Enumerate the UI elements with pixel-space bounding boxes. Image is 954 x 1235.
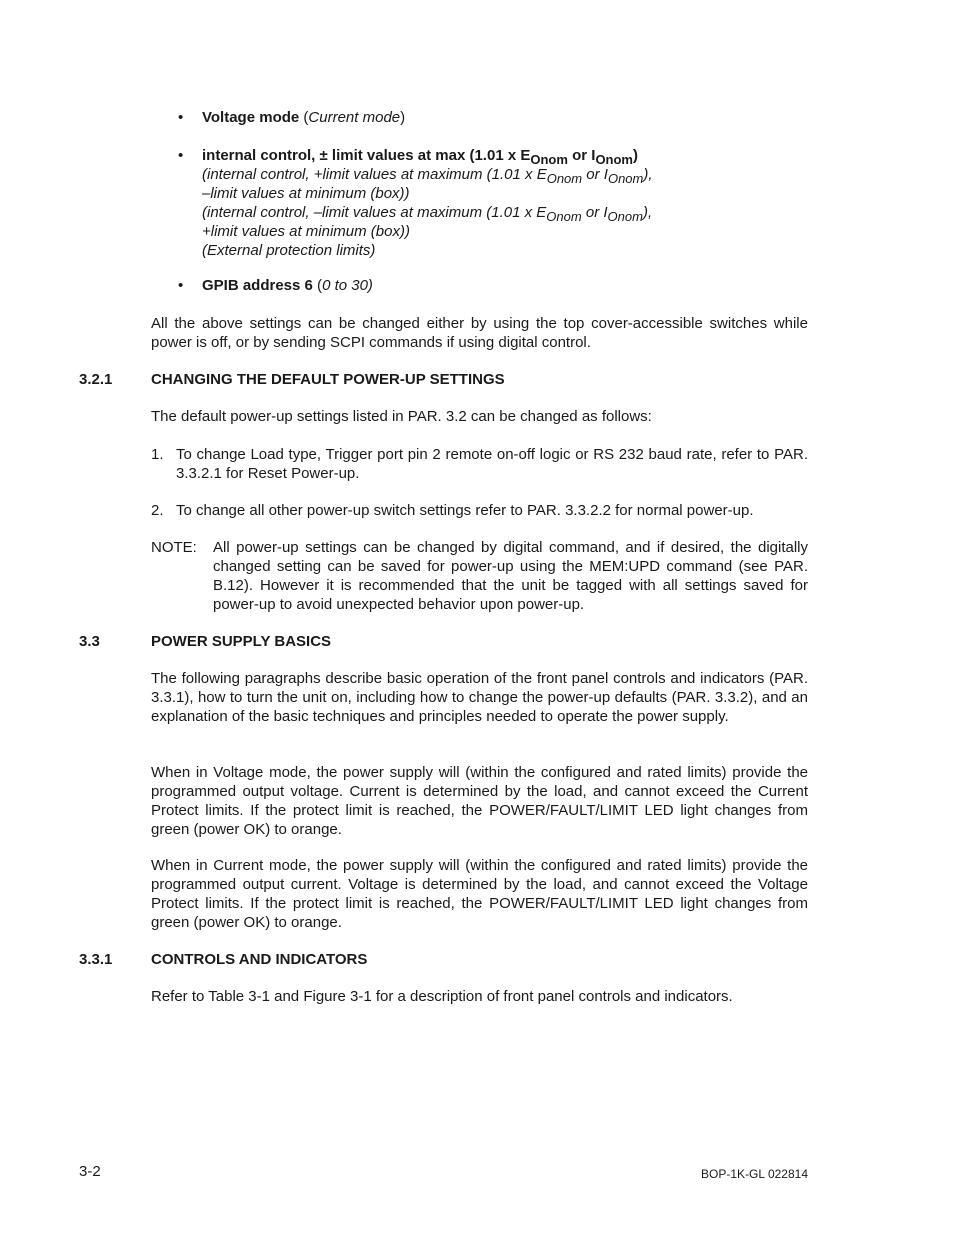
paragraph-basics-intro: The following paragraphs describe basic operation of the front panel controls and indicators (PAR. 3.3.1), how to turn the unit on, including how to change the power-up defaults (PAR. 3.3.2), and an explanation of the basic techniques and principles needed to operate the power supply.: [151, 670, 808, 725]
bullet-icon: •: [178, 277, 184, 294]
bullet-icon: •: [178, 147, 184, 164]
paragraph-controls: Refer to Table 3-1 and Figure 3-1 for a description of front panel controls and indicators.: [151, 988, 733, 1005]
paragraph-settings: All the above settings can be changed either by using the top cover-accessible switches while power is off, or by sending SCPI commands if using digital control.: [151, 315, 808, 351]
bullet-icon: •: [178, 109, 184, 126]
section-title: POWER SUPPLY BASICS: [151, 633, 332, 650]
bullet-alt-line: –limit values at minimum (box)): [202, 185, 410, 202]
paragraph-default-powerup: The default power-up settings listed in PAR. 3.2 can be changed as follows:: [151, 408, 652, 425]
section-title: CHANGING THE DEFAULT POWER-UP SETTINGS: [151, 371, 505, 388]
bullet-heading: internal control, ± limit values at max (1.01 x $E_{Onom}$ or $I_{Onom}$): [202, 147, 638, 167]
note-text: All power-up settings can be changed by digital command, and if desired, the digitally changed setting can be saved for power-up using the MEM:UPD command (see PAR. B.12). However it is recommended that the unit be tagged with all settings saved for power-up to avoid unexpected behavior upon power-up.: [213, 539, 808, 613]
bullet-bold: GPIB address 6: [202, 277, 313, 294]
bullet-italic: 0 to 30): [322, 277, 373, 294]
bullet-alt-line: (internal control, –limit values at maximum (1.01 x $E_{Onom}$ or $I_{Onom}$),: [202, 204, 653, 224]
section-title: CONTROLS AND INDICATORS: [151, 951, 368, 968]
bullet-alt-line: (internal control, +limit values at maximum (1.01 x $E_{Onom}$ or $I_{Onom}$),: [202, 166, 653, 186]
bullet-alt-line: +limit values at minimum (box)): [202, 223, 410, 240]
page-number: 3-2: [79, 1163, 101, 1180]
paragraph-current-mode: When in Current mode, the power supply will (within the configured and rated limits) provide the programmed output current. Voltage is determined by the load, and cannot exceed the Voltage Protect limits. If the protect limit is reached, the POWER/FAULT/LIMIT LED light changes from green (power OK) to orange.: [151, 857, 808, 931]
list-item-number: 1.: [151, 446, 164, 463]
section-number: 3.3: [79, 633, 100, 650]
list-item: To change all other power-up switch settings refer to PAR. 3.3.2.2 for normal power-up.: [176, 502, 754, 519]
bullet-italic: Current mode: [308, 109, 401, 126]
bullet-voltage-mode: Voltage mode (Current mode): [202, 109, 406, 126]
list-item: To change Load type, Trigger port pin 2 remote on-off logic or RS 232 baud rate, refer to PAR. 3.3.2.1 for Reset Power-up.: [176, 446, 808, 482]
note-label: NOTE:: [151, 539, 197, 556]
bullet-bold: Voltage mode: [202, 109, 300, 126]
document-id: BOP-1K-GL 022814: [701, 1167, 808, 1181]
section-number: 3.2.1: [79, 371, 113, 388]
paragraph-voltage-mode: When in Voltage mode, the power supply will (within the configured and rated limits) provide the programmed output voltage. Current is determined by the load, and cannot exceed the Current Protect limits. If the protect limit is reached, the POWER/FAULT/LIMIT LED light changes from green (power OK) to orange.: [151, 764, 808, 838]
section-number: 3.3.1: [79, 951, 113, 968]
list-item-number: 2.: [151, 502, 164, 519]
bullet-internal-control: [202, 146, 822, 260]
bullet-gpib-address: GPIB address 6 (0 to 30): [202, 277, 373, 294]
bullet-alt-line: (External protection limits): [202, 242, 376, 259]
